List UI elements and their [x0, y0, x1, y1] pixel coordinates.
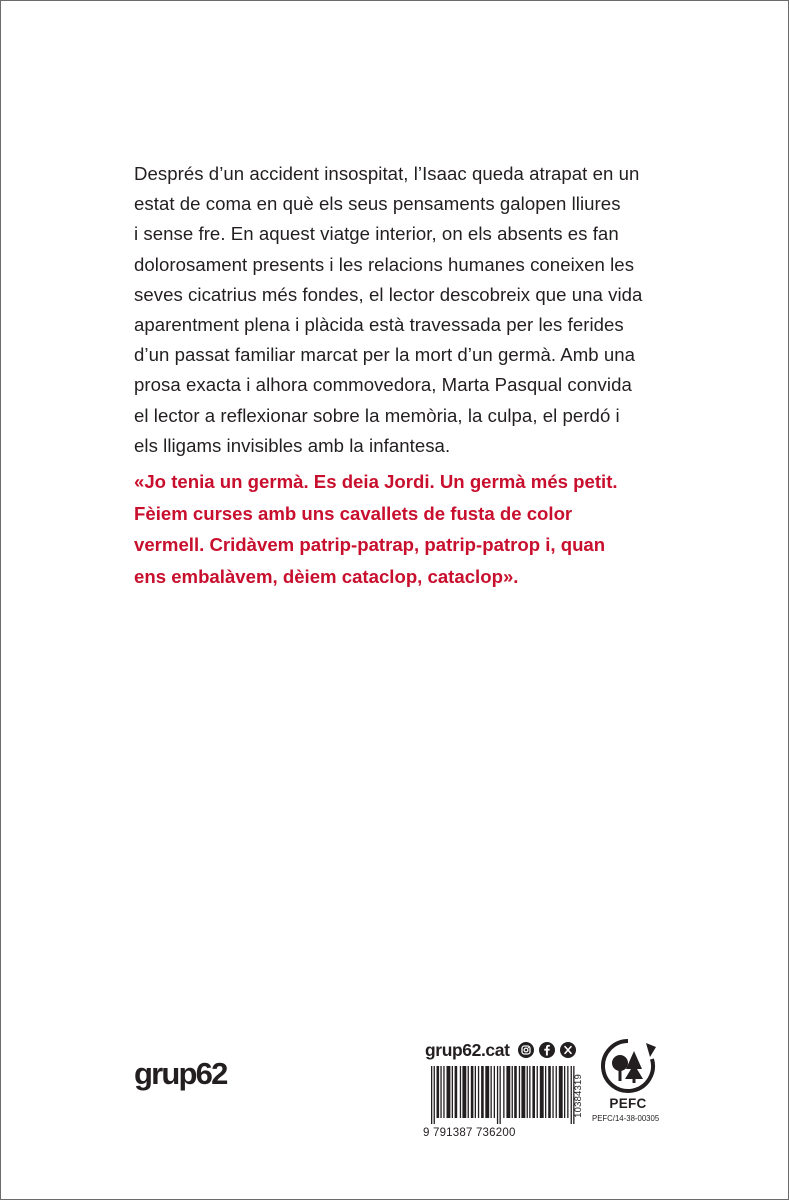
- synopsis-line: seves cicatrius més fondes, el lector descobreix que una vida: [134, 283, 643, 305]
- barcode-bars: [429, 1066, 579, 1124]
- facebook-icon[interactable]: [539, 1042, 555, 1058]
- internal-code: 10384319: [573, 1074, 584, 1118]
- quote-line: «Jo tenia un germà. Es deia Jordi. Un germà més petit.: [134, 471, 618, 492]
- barcode-digits: 9 791387 736200: [423, 1127, 516, 1139]
- synopsis-line: d’un passat familiar marcat per la mort d’un germà. Amb una: [134, 344, 636, 366]
- quote-line: vermell. Cridàvem patrip-patrap, patrip-patrop i, quan: [134, 534, 606, 555]
- publisher-website-link[interactable]: grup62.cat: [425, 1039, 510, 1060]
- publisher-site-row: [425, 1039, 576, 1061]
- synopsis-line: i sense fre. En aquest viatge interior, on els absents es fan: [134, 223, 619, 245]
- pefc-label: PEFC: [609, 1096, 647, 1111]
- instagram-icon[interactable]: [518, 1042, 534, 1058]
- barcode: [423, 1066, 597, 1146]
- quote-line: ens embalàvem, dèiem cataclop, cataclop».: [134, 565, 519, 587]
- synopsis-line: Després d’un accident insospitat, l’Isaac queda atrapat en un: [134, 163, 640, 184]
- synopsis-line: dolorosament presents i les relacions humanes coneixen les: [134, 253, 635, 275]
- synopsis-line: els lligams invisibles amb la infantesa.: [134, 434, 451, 456]
- synopsis-line: estat de coma en què els seus pensaments galopen lliures: [134, 193, 621, 215]
- pefc-certification: [592, 1037, 670, 1132]
- synopsis-paragraph: [134, 159, 674, 461]
- synopsis-line: aparentment plena i plàcida està travessada per les ferides: [134, 314, 624, 336]
- quote-line: Fèiem curses amb uns cavallets de fusta de color: [134, 502, 573, 524]
- publisher-logo: grup62: [134, 1056, 227, 1091]
- x-icon[interactable]: [560, 1042, 576, 1058]
- synopsis-line: el lector a reflexionar sobre la memòria, la culpa, el perdó i: [134, 404, 620, 426]
- synopsis-line: prosa exacta i alhora commovedora, Marta Pasqual convida: [134, 374, 632, 396]
- pefc-logo-icon: [596, 1037, 660, 1095]
- pefc-code: PEFC/14-38-00305: [592, 1114, 660, 1123]
- excerpt-quote: [134, 466, 694, 592]
